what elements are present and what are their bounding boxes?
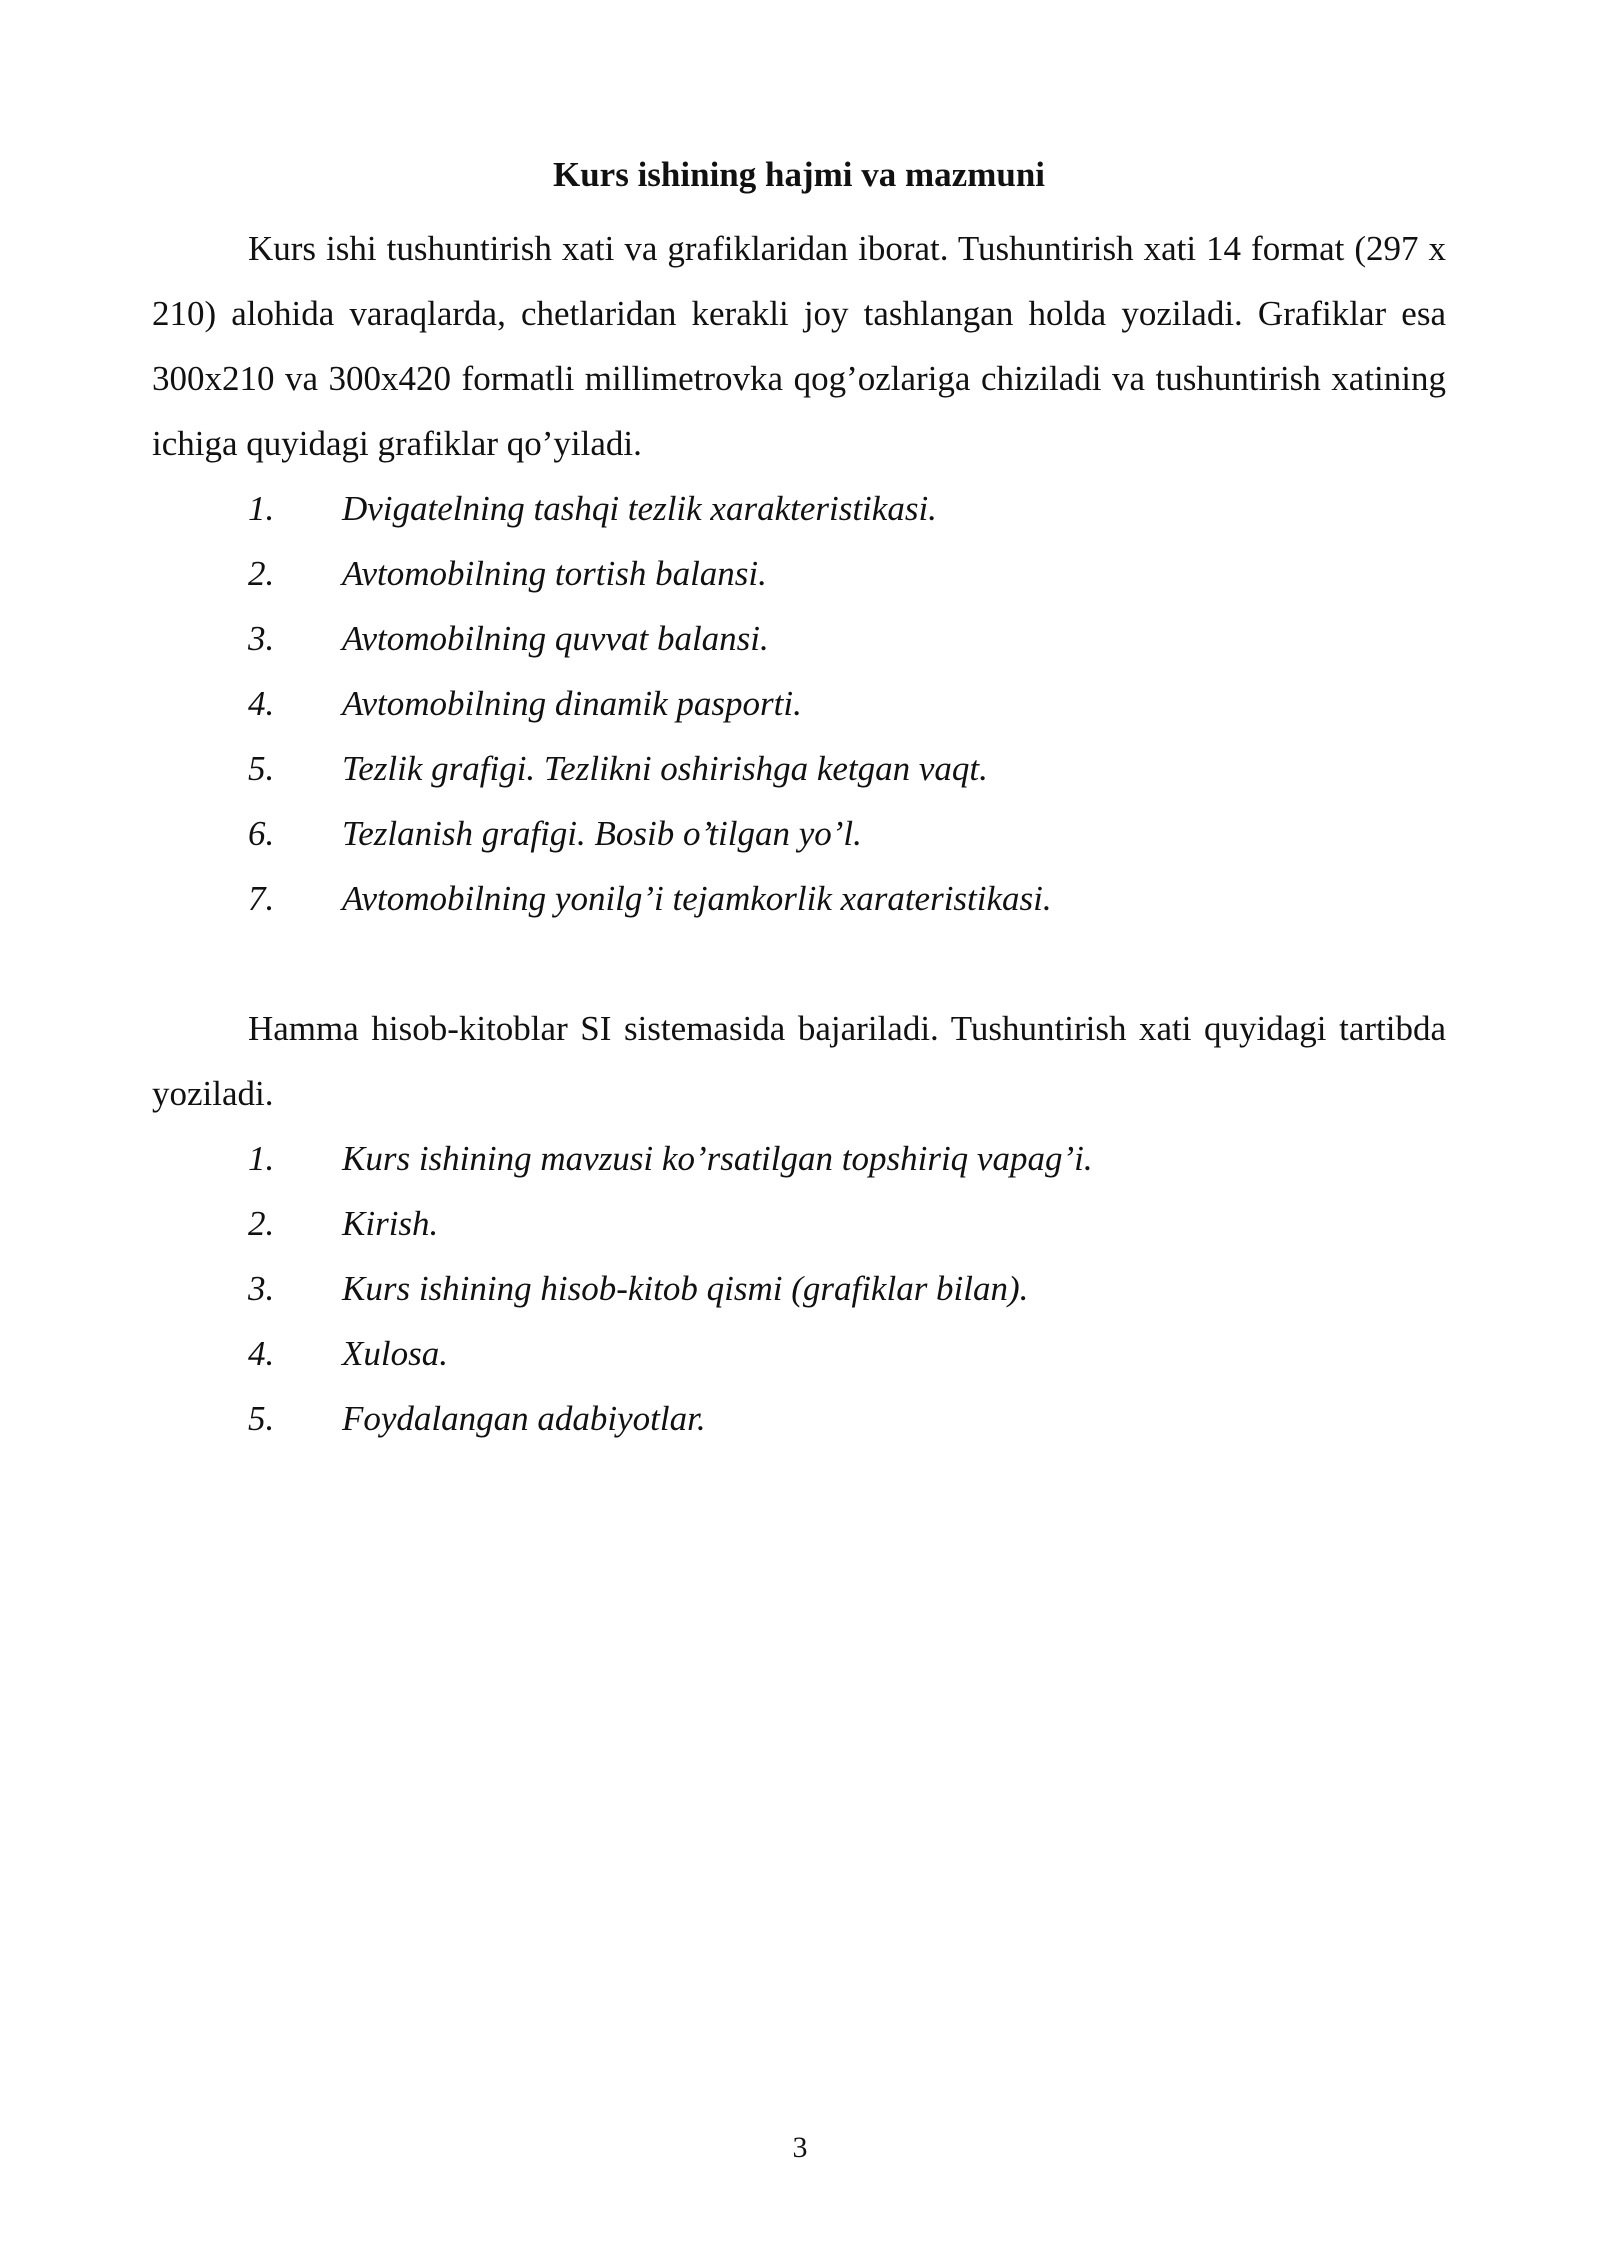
list-item-text: Tezlik grafigi. Tezlikni oshirishga ketgan vaqt.: [342, 749, 988, 788]
list-item: [152, 1126, 1446, 1191]
page-content: [152, 150, 1446, 1451]
list-item: [152, 476, 1446, 541]
blank-line: [152, 931, 1446, 996]
page-number: 3: [792, 2131, 808, 2164]
list-item-text: Xulosa.: [342, 1334, 448, 1373]
list-item-number: 2.: [248, 554, 275, 593]
list-item-number: 2.: [248, 1204, 275, 1243]
list-item: [152, 736, 1446, 801]
list-item-number: 7.: [248, 879, 275, 918]
list-item-text: Kurs ishining mavzusi ko’rsatilgan topshiriq vapag’i.: [342, 1139, 1093, 1178]
list-item: [152, 801, 1446, 866]
list-item: [152, 541, 1446, 606]
list-item-text: Kurs ishining hisob-kitob qismi (grafiklar bilan).: [342, 1269, 1029, 1308]
list-item-number: 6.: [248, 814, 275, 853]
list-item-number: 4.: [248, 1334, 275, 1373]
list-item: [152, 671, 1446, 736]
list-item: [152, 606, 1446, 671]
intro-paragraph: Kurs ishi tushuntirish xati va grafiklaridan iborat. Tushuntirish xati 14 format (297 x 210) alohida varaqlarda, chetlaridan kerakli joy tashlangan holda yoziladi. Grafiklar esa 300x210 va 300x420 formatli millimetrovka qog’ozlariga chiziladi va tushuntirish xatining ichiga quyidagi grafiklar qo’yiladi.: [152, 229, 1446, 463]
order-list: [152, 1126, 1446, 1451]
list-item-text: Avtomobilning tortish balansi.: [342, 554, 767, 593]
order-paragraph: Hamma hisob-kitoblar SI sistemasida bajariladi. Tushuntirish xati quyidagi tartibda yoziladi.: [152, 1009, 1446, 1113]
list-item-text: Avtomobilning yonilg’i tejamkorlik xarateristikasi.: [342, 879, 1052, 918]
list-item-number: 1.: [248, 1139, 275, 1178]
graphs-list: [152, 476, 1446, 931]
list-item-text: Avtomobilning dinamik pasporti.: [342, 684, 802, 723]
list-item-number: 5.: [248, 1399, 275, 1438]
list-item-text: Tezlanish grafigi. Bosib o’tilgan yo’l.: [342, 814, 862, 853]
list-item-number: 3.: [248, 619, 275, 658]
list-item-text: Kirish.: [342, 1204, 439, 1243]
page-title: Kurs ishining hajmi va mazmuni: [552, 155, 1046, 194]
list-item-number: 1.: [248, 489, 275, 528]
list-item-number: 3.: [248, 1269, 275, 1308]
list-item-number: 4.: [248, 684, 275, 723]
list-item: [152, 1386, 1446, 1451]
list-item: [152, 1256, 1446, 1321]
list-item: [152, 1321, 1446, 1386]
list-item-text: Foydalangan adabiyotlar.: [342, 1399, 706, 1438]
list-item-text: Dvigatelning tashqi tezlik xarakteristikasi.: [342, 489, 937, 528]
list-item-number: 5.: [248, 749, 275, 788]
list-item: [152, 1191, 1446, 1256]
list-item-text: Avtomobilning quvvat balansi.: [342, 619, 769, 658]
list-item: [152, 866, 1446, 931]
